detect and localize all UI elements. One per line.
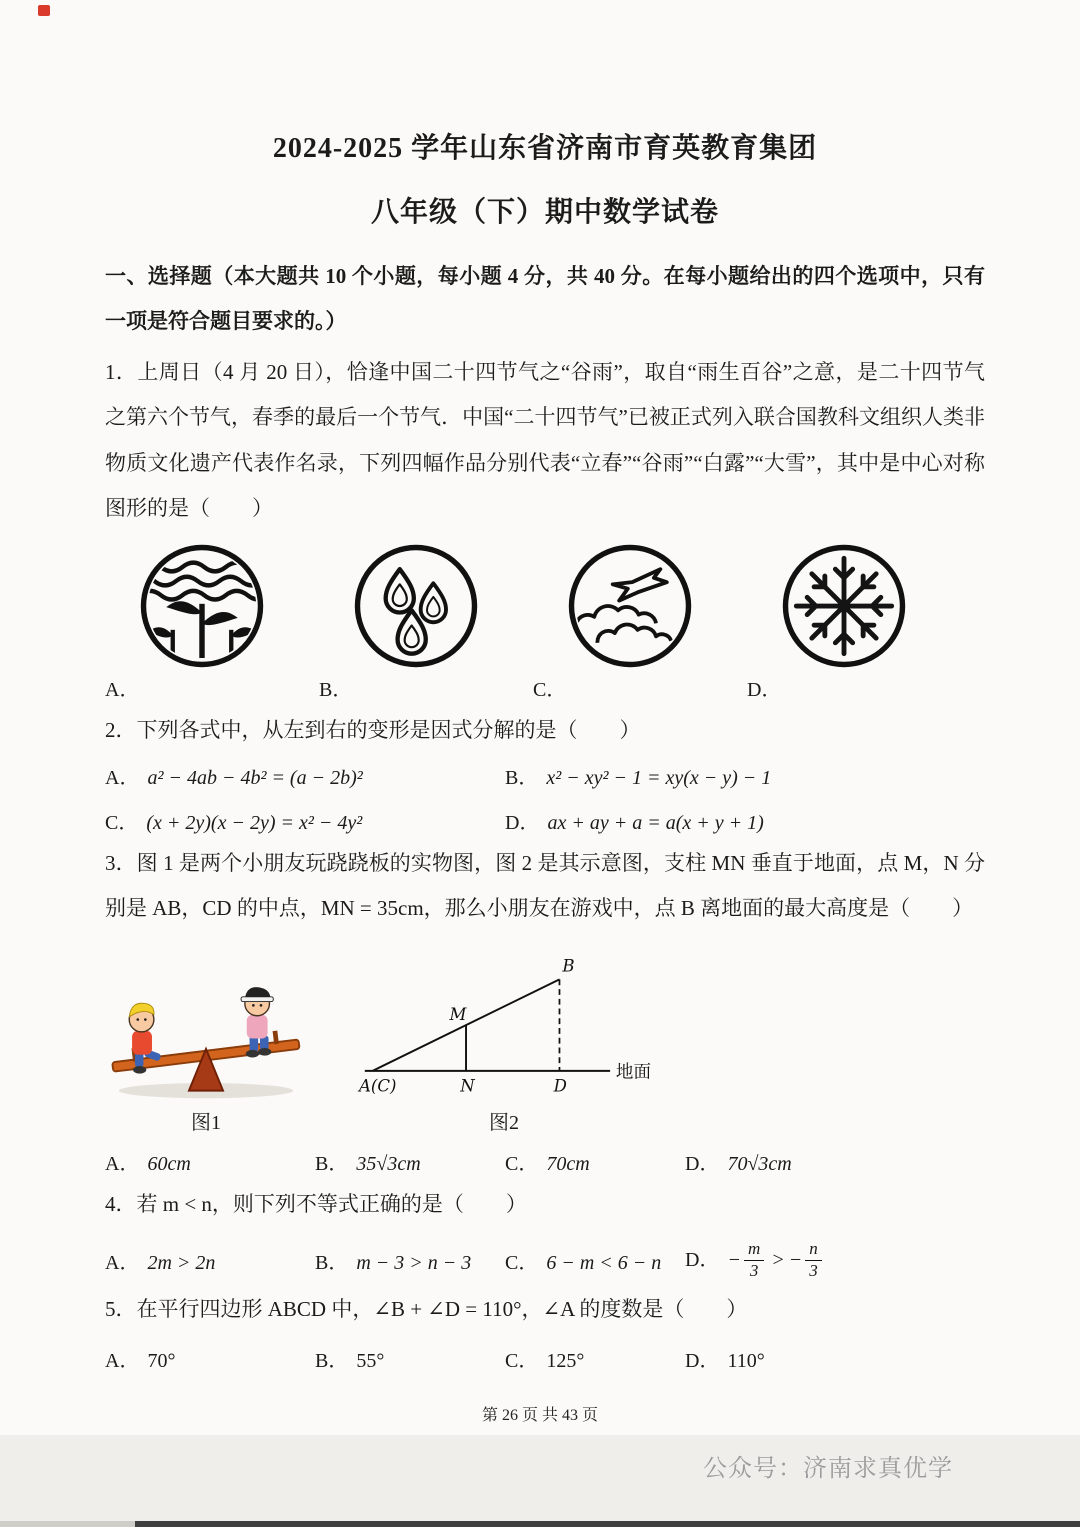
section-one-header: 一、选择题（本大题共 10 个小题，每小题 4 分，共 40 分。在每小题给出的四个选项中，只有一项是符合题目要求的。）	[105, 264, 985, 334]
q3-option-d	[685, 1147, 985, 1176]
minus-sign: −	[788, 1248, 803, 1271]
option-label: A．	[105, 1153, 140, 1176]
q4-option-a	[105, 1246, 315, 1275]
question-5-options	[105, 1344, 985, 1373]
bottom-edge-left	[0, 1521, 135, 1527]
q1-option-c-label: C．	[533, 678, 567, 701]
option-value: m − 3 > n − 3	[356, 1251, 472, 1274]
option-value: 70cm	[546, 1153, 590, 1176]
question-3-text: 3．图 1 是两个小朋友玩跷跷板的实物图，图 2 是其示意图，支柱 MN 垂直于地面，点 M，N 分别是 AB，CD 的中点，MN = 35cm，那么小朋友在游戏中，点 B 离地面的最大高度是（ ）	[105, 850, 985, 921]
question-2-options	[105, 761, 985, 835]
option-label: D．	[685, 1153, 720, 1176]
diagram-label-B: B	[562, 956, 575, 976]
greater-than-sign: >	[771, 1248, 785, 1271]
option-label: C．	[505, 1350, 539, 1373]
diagram-label-ground: 地面	[615, 1061, 651, 1082]
q3-option-c	[505, 1147, 685, 1176]
option-label: D．	[685, 1350, 720, 1373]
question-3-figures	[105, 939, 985, 1135]
page-number-info: 第 26 页 共 43 页	[481, 1407, 598, 1424]
diagram-label-AC: A(C)	[358, 1076, 397, 1096]
q4-option-d	[685, 1239, 985, 1281]
bailu-bird-cloud-stamp-icon	[565, 541, 695, 671]
exam-title-line1: 2024-2025 学年山东省济南市育英教育集团	[272, 133, 818, 164]
option-value: 70√3cm	[727, 1153, 792, 1176]
option-value: 55°	[356, 1350, 385, 1373]
q1-figure-a	[105, 541, 319, 702]
question-3-options	[105, 1147, 985, 1176]
q2-option-c	[105, 806, 505, 835]
q5-option-d	[685, 1344, 985, 1373]
option-value: 125°	[546, 1350, 585, 1373]
red-recording-dot	[38, 5, 50, 16]
question-4-text: 4．若 m < n，则下列不等式正确的是（ ）	[105, 1192, 527, 1217]
option-value: x² − xy² − 1 = xy(x − y) − 1	[546, 766, 772, 789]
option-label: C．	[105, 811, 139, 834]
option-label: D．	[505, 811, 540, 834]
diagram-label-M: M	[449, 1005, 467, 1025]
figure-2-caption: 图2	[489, 1112, 519, 1135]
question-5-text: 5．在平行四边形 ABCD 中，∠B + ∠D = 110°，∠A 的度数是（ ）	[105, 1297, 748, 1322]
option-label: B．	[315, 1251, 349, 1274]
q5-option-c	[505, 1344, 685, 1373]
q5-option-b	[315, 1344, 505, 1373]
option-value: 2m > 2n	[147, 1251, 216, 1274]
diagram-label-D: D	[553, 1076, 567, 1096]
q5-option-a	[105, 1344, 315, 1373]
option-label: B．	[315, 1350, 349, 1373]
question-4-options	[105, 1239, 985, 1281]
q2-option-d	[505, 806, 985, 835]
option-value: a² − 4ab − 4b² = (a − 2b)²	[147, 766, 363, 789]
question-2-text: 2．下列各式中，从左到右的变形是因式分解的是（ ）	[105, 717, 641, 742]
exam-title-line2: 八年级（下）期中数学试卷	[370, 197, 719, 228]
option-value: 110°	[727, 1350, 765, 1373]
option-value: 6 − m < 6 − n	[546, 1251, 662, 1274]
option-label: A．	[105, 1350, 140, 1373]
fraction-m-over-3: $\frac{m}{3}$	[744, 1239, 764, 1281]
figure-1-seesaw-photo	[97, 939, 315, 1135]
q3-option-b	[315, 1147, 505, 1176]
q1-option-a-label: A．	[105, 678, 140, 701]
q1-figure-b	[319, 541, 533, 702]
figure-1-caption: 图1	[191, 1112, 221, 1135]
fraction-n-over-3: $\frac{n}{3}$	[805, 1239, 822, 1281]
option-value: 70°	[147, 1350, 176, 1373]
bottom-edge-bar	[135, 1521, 1080, 1527]
option-value: 60cm	[147, 1153, 191, 1176]
figure-2-diagram	[353, 956, 655, 1135]
q4-option-c	[505, 1246, 685, 1275]
minus-sign: −	[727, 1248, 741, 1271]
option-label: A．	[105, 1251, 140, 1274]
q3-option-a	[105, 1147, 315, 1176]
q1-figure-d	[747, 541, 961, 702]
q1-option-b-label: B．	[319, 678, 353, 701]
option-value: ax + ay + a = a(x + y + 1)	[547, 811, 764, 834]
option-value	[727, 1239, 824, 1281]
q2-option-a	[105, 761, 505, 790]
option-value: (x + 2y)(x − 2y) = x² − 4y²	[146, 811, 363, 834]
seesaw-geometry-diagram	[353, 956, 655, 1102]
question-1-figures	[105, 541, 985, 702]
option-label: B．	[505, 766, 539, 789]
guyu-raindrops-stamp-icon	[351, 541, 481, 671]
option-label: C．	[505, 1153, 539, 1176]
q4-option-b	[315, 1246, 505, 1275]
seesaw-cartoon-image	[97, 939, 315, 1102]
lichun-plant-stamp-icon	[137, 541, 267, 671]
question-1-text: 1．上周日（4 月 20 日），恰逢中国二十四节气之“谷雨”，取自“雨生百谷”之意，是二十四节气之第六个节气，春季的最后一个节气．中国“二十四节气”已被正式列入联合国教科文组织人类非物质文化遗产代表作名录，下列四幅作品分别代表“立春”“谷雨”“白露”“大雪”，其中是中心对称图形的是（ ）	[105, 360, 985, 520]
option-label: A．	[105, 766, 140, 789]
option-label: D．	[685, 1248, 720, 1271]
watermark-text: 公众号：济南求真优学	[703, 1455, 953, 1482]
q2-option-b	[505, 761, 985, 790]
q1-option-d-label: D．	[747, 678, 782, 701]
option-value: 35√3cm	[356, 1153, 421, 1176]
option-label: C．	[505, 1251, 539, 1274]
daxue-snowflake-stamp-icon	[779, 541, 909, 671]
diagram-label-N: N	[460, 1076, 475, 1096]
option-label: B．	[315, 1153, 349, 1176]
q1-figure-c	[533, 541, 747, 702]
